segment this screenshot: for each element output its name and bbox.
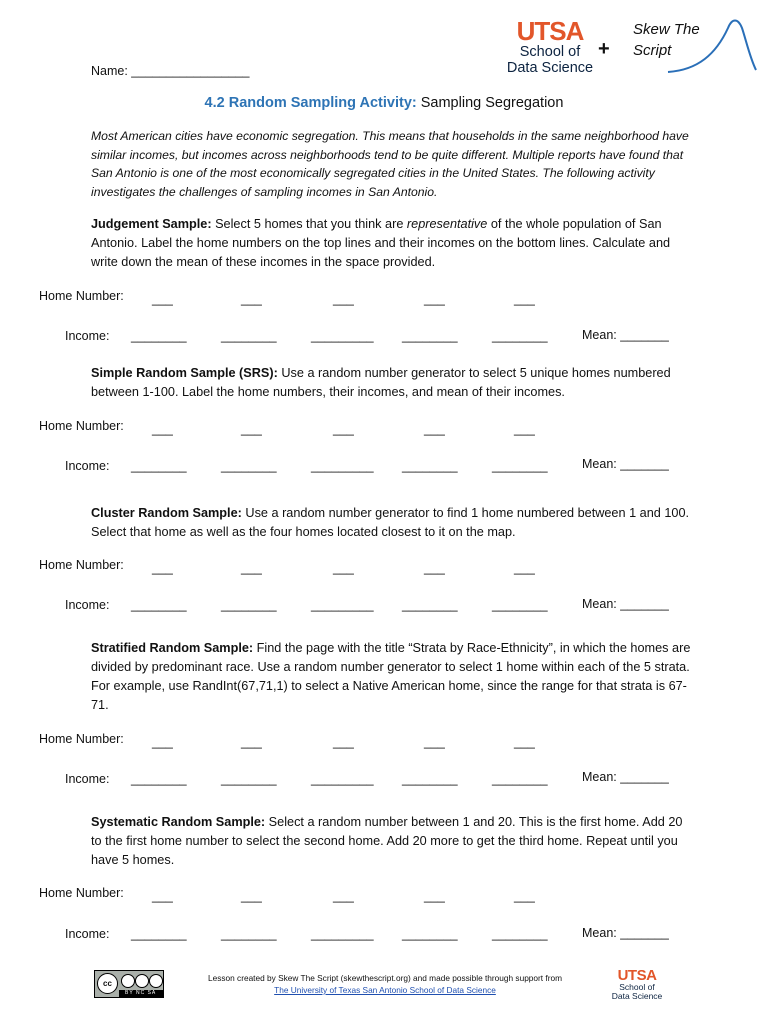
income-blank[interactable]: _________ <box>311 459 374 473</box>
home-number-blank[interactable]: ___ <box>514 735 535 749</box>
mean-field[interactable]: Mean: _______ <box>582 770 669 784</box>
home-number-blank[interactable]: ___ <box>241 889 262 903</box>
cc-strip: BY NC SA <box>119 990 163 997</box>
income-blank[interactable]: ________ <box>221 598 277 612</box>
home-number-blank[interactable]: ___ <box>152 735 173 749</box>
home-number-blank[interactable]: ___ <box>424 889 445 903</box>
mean-field[interactable]: Mean: _______ <box>582 597 669 611</box>
income-blank[interactable]: ________ <box>402 598 458 612</box>
income-blank[interactable]: ________ <box>221 772 277 786</box>
home-number-blank[interactable]: ___ <box>333 292 354 306</box>
home-number-blank[interactable]: ___ <box>152 561 173 575</box>
section-stratified-text: Stratified Random Sample: Find the page with the title “Strata by Race-Ethnicity”, in which the homes are divided by predominant race. Use a random number generator to select 1 home within each of the 5 strata. For example, use RandInt(67,71,1) to select a Native American home, since the range for that strata is 67-71. <box>91 641 691 712</box>
cc-circle: cc <box>97 973 118 994</box>
home-number-blank[interactable]: ___ <box>241 422 262 436</box>
footer-utsa-wordmark: UTSA <box>617 967 657 984</box>
section-heading: Stratified Random Sample: <box>91 641 254 655</box>
home-number-blank[interactable]: ___ <box>424 292 445 306</box>
home-number-blank[interactable]: ___ <box>424 422 445 436</box>
home-number-label: Home Number: <box>39 419 124 433</box>
page-title <box>0 95 768 111</box>
utsa-logo <box>505 18 595 76</box>
utsa-wordmark: UTSA <box>516 16 584 46</box>
home-number-label: Home Number: <box>39 732 124 746</box>
income-label: Income: <box>65 459 110 473</box>
footer-utsa-logo <box>607 968 667 1001</box>
mean-field[interactable]: Mean: _______ <box>582 926 669 940</box>
cc-license-icon <box>94 970 164 998</box>
income-blank[interactable]: ________ <box>492 459 548 473</box>
cc-by-icon <box>121 974 135 988</box>
income-blank[interactable]: _________ <box>311 927 374 941</box>
home-number-blank[interactable]: ___ <box>152 422 173 436</box>
home-number-label: Home Number: <box>39 289 124 303</box>
home-number-blank[interactable]: ___ <box>514 561 535 575</box>
cc-nc-icon <box>135 974 149 988</box>
home-number-blank[interactable]: ___ <box>424 561 445 575</box>
plus-sign: + <box>598 38 610 60</box>
mean-field[interactable]: Mean: _______ <box>582 457 669 471</box>
home-number-blank[interactable]: ___ <box>333 561 354 575</box>
income-blank[interactable]: _________ <box>311 598 374 612</box>
income-blank[interactable]: _________ <box>311 329 374 343</box>
income-blank[interactable]: ________ <box>131 329 187 343</box>
school-line-1: School of <box>519 44 581 60</box>
income-label: Income: <box>65 598 110 612</box>
section-cluster-text: Cluster Random Sample: Use a random number generator to find 1 home numbered between 1 and 100. Select that home as well as the four homes located closest to it on the map. <box>91 506 690 539</box>
home-number-blank[interactable]: ___ <box>333 422 354 436</box>
home-number-blank[interactable]: ___ <box>333 889 354 903</box>
income-blank[interactable]: ________ <box>221 927 277 941</box>
skew-logo-line-2: Script <box>633 42 672 59</box>
section-heading: Systematic Random Sample: <box>91 815 266 829</box>
income-blank[interactable]: _________ <box>311 772 374 786</box>
name-field[interactable]: Name: _________________ <box>91 64 250 78</box>
income-blank[interactable]: ________ <box>131 772 187 786</box>
income-blank[interactable]: ________ <box>492 927 548 941</box>
income-blank[interactable]: ________ <box>221 459 277 473</box>
income-blank[interactable]: ________ <box>492 772 548 786</box>
income-label: Income: <box>65 927 110 941</box>
section-srs-text: Simple Random Sample (SRS): Use a random number generator to select 5 unique homes numbered between 1-100. Label the home numbers, their incomes, and mean of their incomes. <box>91 366 671 399</box>
home-number-blank[interactable]: ___ <box>152 889 173 903</box>
home-number-blank[interactable]: ___ <box>424 735 445 749</box>
home-number-label: Home Number: <box>39 886 124 900</box>
home-number-blank[interactable]: ___ <box>333 735 354 749</box>
footer-school-line-1: School of <box>619 982 655 992</box>
income-blank[interactable]: ________ <box>131 598 187 612</box>
home-number-blank[interactable]: ___ <box>241 735 262 749</box>
footer-credit: Lesson created by Skew The Script (skewthescript.org) and made possible through support from The University of Texas San Antonio School of Data Science <box>207 973 563 995</box>
section-heading: Cluster Random Sample: <box>91 506 242 520</box>
title-rest: Sampling Segregation <box>416 95 564 111</box>
home-number-blank[interactable]: ___ <box>514 422 535 436</box>
income-blank[interactable]: ________ <box>402 329 458 343</box>
home-number-blank[interactable]: ___ <box>514 889 535 903</box>
cc-sa-icon <box>149 974 163 988</box>
income-label: Income: <box>65 772 110 786</box>
section-heading: Judgement Sample: <box>91 217 212 231</box>
income-blank[interactable]: ________ <box>131 459 187 473</box>
income-blank[interactable]: ________ <box>492 329 548 343</box>
section-systematic-text: Systematic Random Sample: Select a random number between 1 and 20. This is the first home. Add 20 to the first home number to select the second home. Add 20 more to get the third home. Repeat until you have 5 homes. <box>91 815 683 867</box>
home-number-blank[interactable]: ___ <box>152 292 173 306</box>
income-blank[interactable]: ________ <box>492 598 548 612</box>
footer-link[interactable]: The University of Texas San Antonio School of Data Science <box>274 985 496 995</box>
income-blank[interactable]: ________ <box>402 459 458 473</box>
title-accent: 4.2 Random Sampling Activity: <box>204 95 417 111</box>
home-number-blank[interactable]: ___ <box>241 561 262 575</box>
footer-school-line-2: Data Science <box>611 991 663 1001</box>
home-number-label: Home Number: <box>39 558 124 572</box>
section-judgement-text: Judgement Sample: Select 5 homes that you think are representative of the whole population of San Antonio. Label the home numbers on the top lines and their incomes on the bottom lines. Calculate and write down the mean of these incomes in the space provided. <box>91 217 671 269</box>
home-number-blank[interactable]: ___ <box>514 292 535 306</box>
home-number-blank[interactable]: ___ <box>241 292 262 306</box>
skew-logo-line-1: Skew The <box>633 21 700 38</box>
school-line-2: Data Science <box>506 60 594 76</box>
income-blank[interactable]: ________ <box>402 927 458 941</box>
section-heading: Simple Random Sample (SRS): <box>91 366 278 380</box>
income-blank[interactable]: ________ <box>221 329 277 343</box>
income-label: Income: <box>65 329 110 343</box>
income-blank[interactable]: ________ <box>402 772 458 786</box>
income-blank[interactable]: ________ <box>131 927 187 941</box>
mean-field[interactable]: Mean: _______ <box>582 328 669 342</box>
intro-paragraph: Most American cities have economic segregation. This means that households in the same neighborhood have similar incomes, but incomes across neighborhoods tend to be quite different. Multiple reports have found that San Antonio is one of the most economically segregated cities in the United States. The following activity investigates the challenges of sampling incomes in San Antonio. <box>91 129 689 200</box>
